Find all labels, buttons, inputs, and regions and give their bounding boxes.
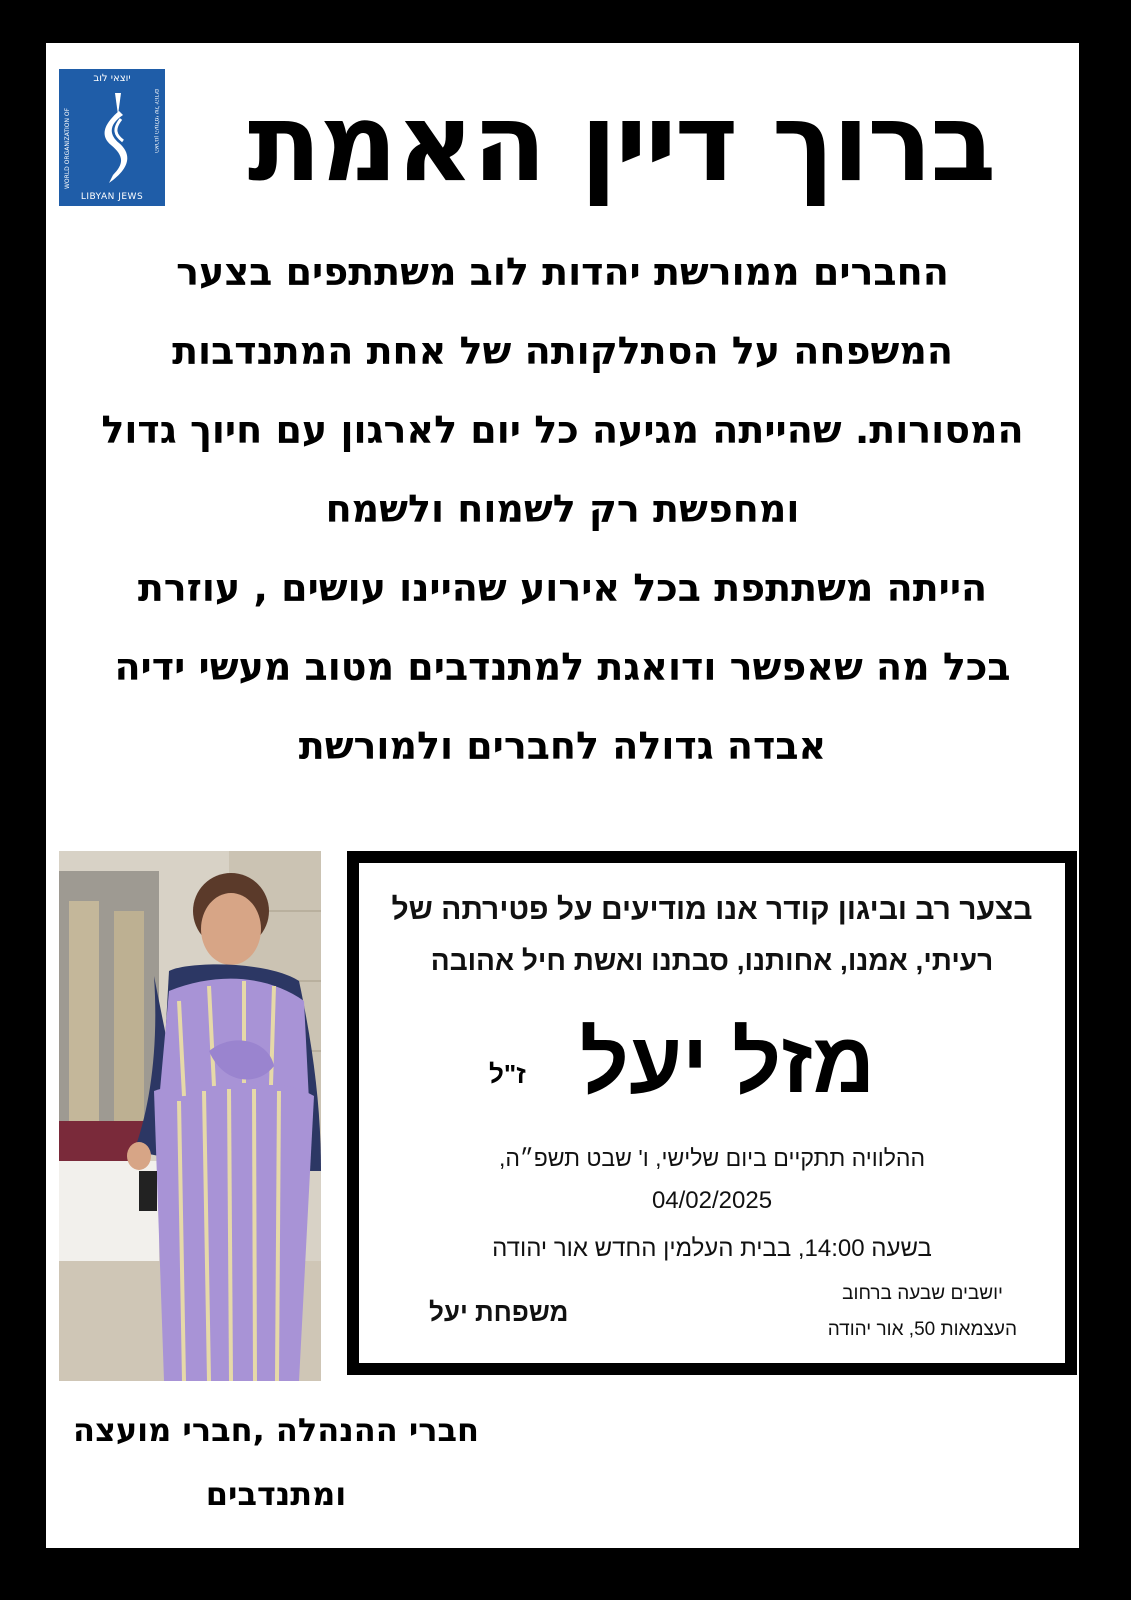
logo-side-text-hebrew: הארגון העולמי של יהודים — [153, 89, 160, 154]
message-line: ומחפשת רק לשמוח ולשמח — [325, 487, 800, 531]
shiva-line2: העצמאות 50, אור יהודה — [827, 1319, 1017, 1340]
signoff-line1: חברי ההנהלה ,חברי מועצה — [72, 1411, 480, 1449]
death-notice-box — [347, 851, 1077, 1375]
message-line: החברים ממורשת יהדות לוב משתתפים בצער — [176, 250, 949, 294]
signoff-line2: ומתנדבים — [205, 1475, 347, 1513]
logo-bottom-text: LIBYAN JEWS — [80, 192, 144, 202]
honorific: ז"ל — [489, 1059, 526, 1089]
funeral-details: ההלוויה תתקיים ביום שלישי, ו' שבט תשפ״ה, — [498, 1145, 926, 1171]
notice-page — [46, 43, 1079, 1548]
message-line: הייתה משתתפת בכל אירוע שהיינו עושים , עוזרת — [137, 566, 988, 610]
family-signature: משפחת יעל — [429, 1297, 569, 1327]
message-line: בכל מה שאפשר ודואגת למתנדבים מטוב מעשי ידיה — [114, 645, 1011, 689]
funeral-date: 04/02/2025 — [651, 1187, 773, 1214]
logo-top-text: יוצאי לוב — [93, 73, 131, 84]
page-title: ברוך דיין האמת — [247, 81, 995, 206]
message-line: המסורות. שהייתה מגיעה כל יום לארגון עם חיוך גדול — [101, 408, 1024, 452]
organization-logo — [59, 69, 165, 206]
condolence-message — [46, 233, 1079, 786]
message-line: אבדה גדולה לחברים ולמורשת — [298, 724, 827, 768]
message-line: המשפחה על הסתלקותה של אחת המתנדבות — [172, 329, 953, 373]
funeral-time-place: בשעה 14:00, בבית העלמין החדש אור יהודה — [492, 1235, 932, 1262]
signoff — [46, 1398, 506, 1526]
notice-intro-line2: רעיתי, אמנו, אחותנו, סבתנו ואשת חיל אהובה — [430, 945, 994, 976]
shiva-line1: יושבים שבעה ברחוב — [842, 1283, 1003, 1304]
logo-side-text-english: WORLD ORGANIZATION OF — [64, 107, 71, 189]
deceased-photo — [59, 851, 321, 1381]
lamed-letter-logo-icon — [85, 89, 143, 187]
notice-intro-line1: בצער רב וביגון קודר אנו מודיעים על פטירתה של — [391, 893, 1033, 926]
deceased-name: מזל יעל — [579, 1015, 875, 1111]
